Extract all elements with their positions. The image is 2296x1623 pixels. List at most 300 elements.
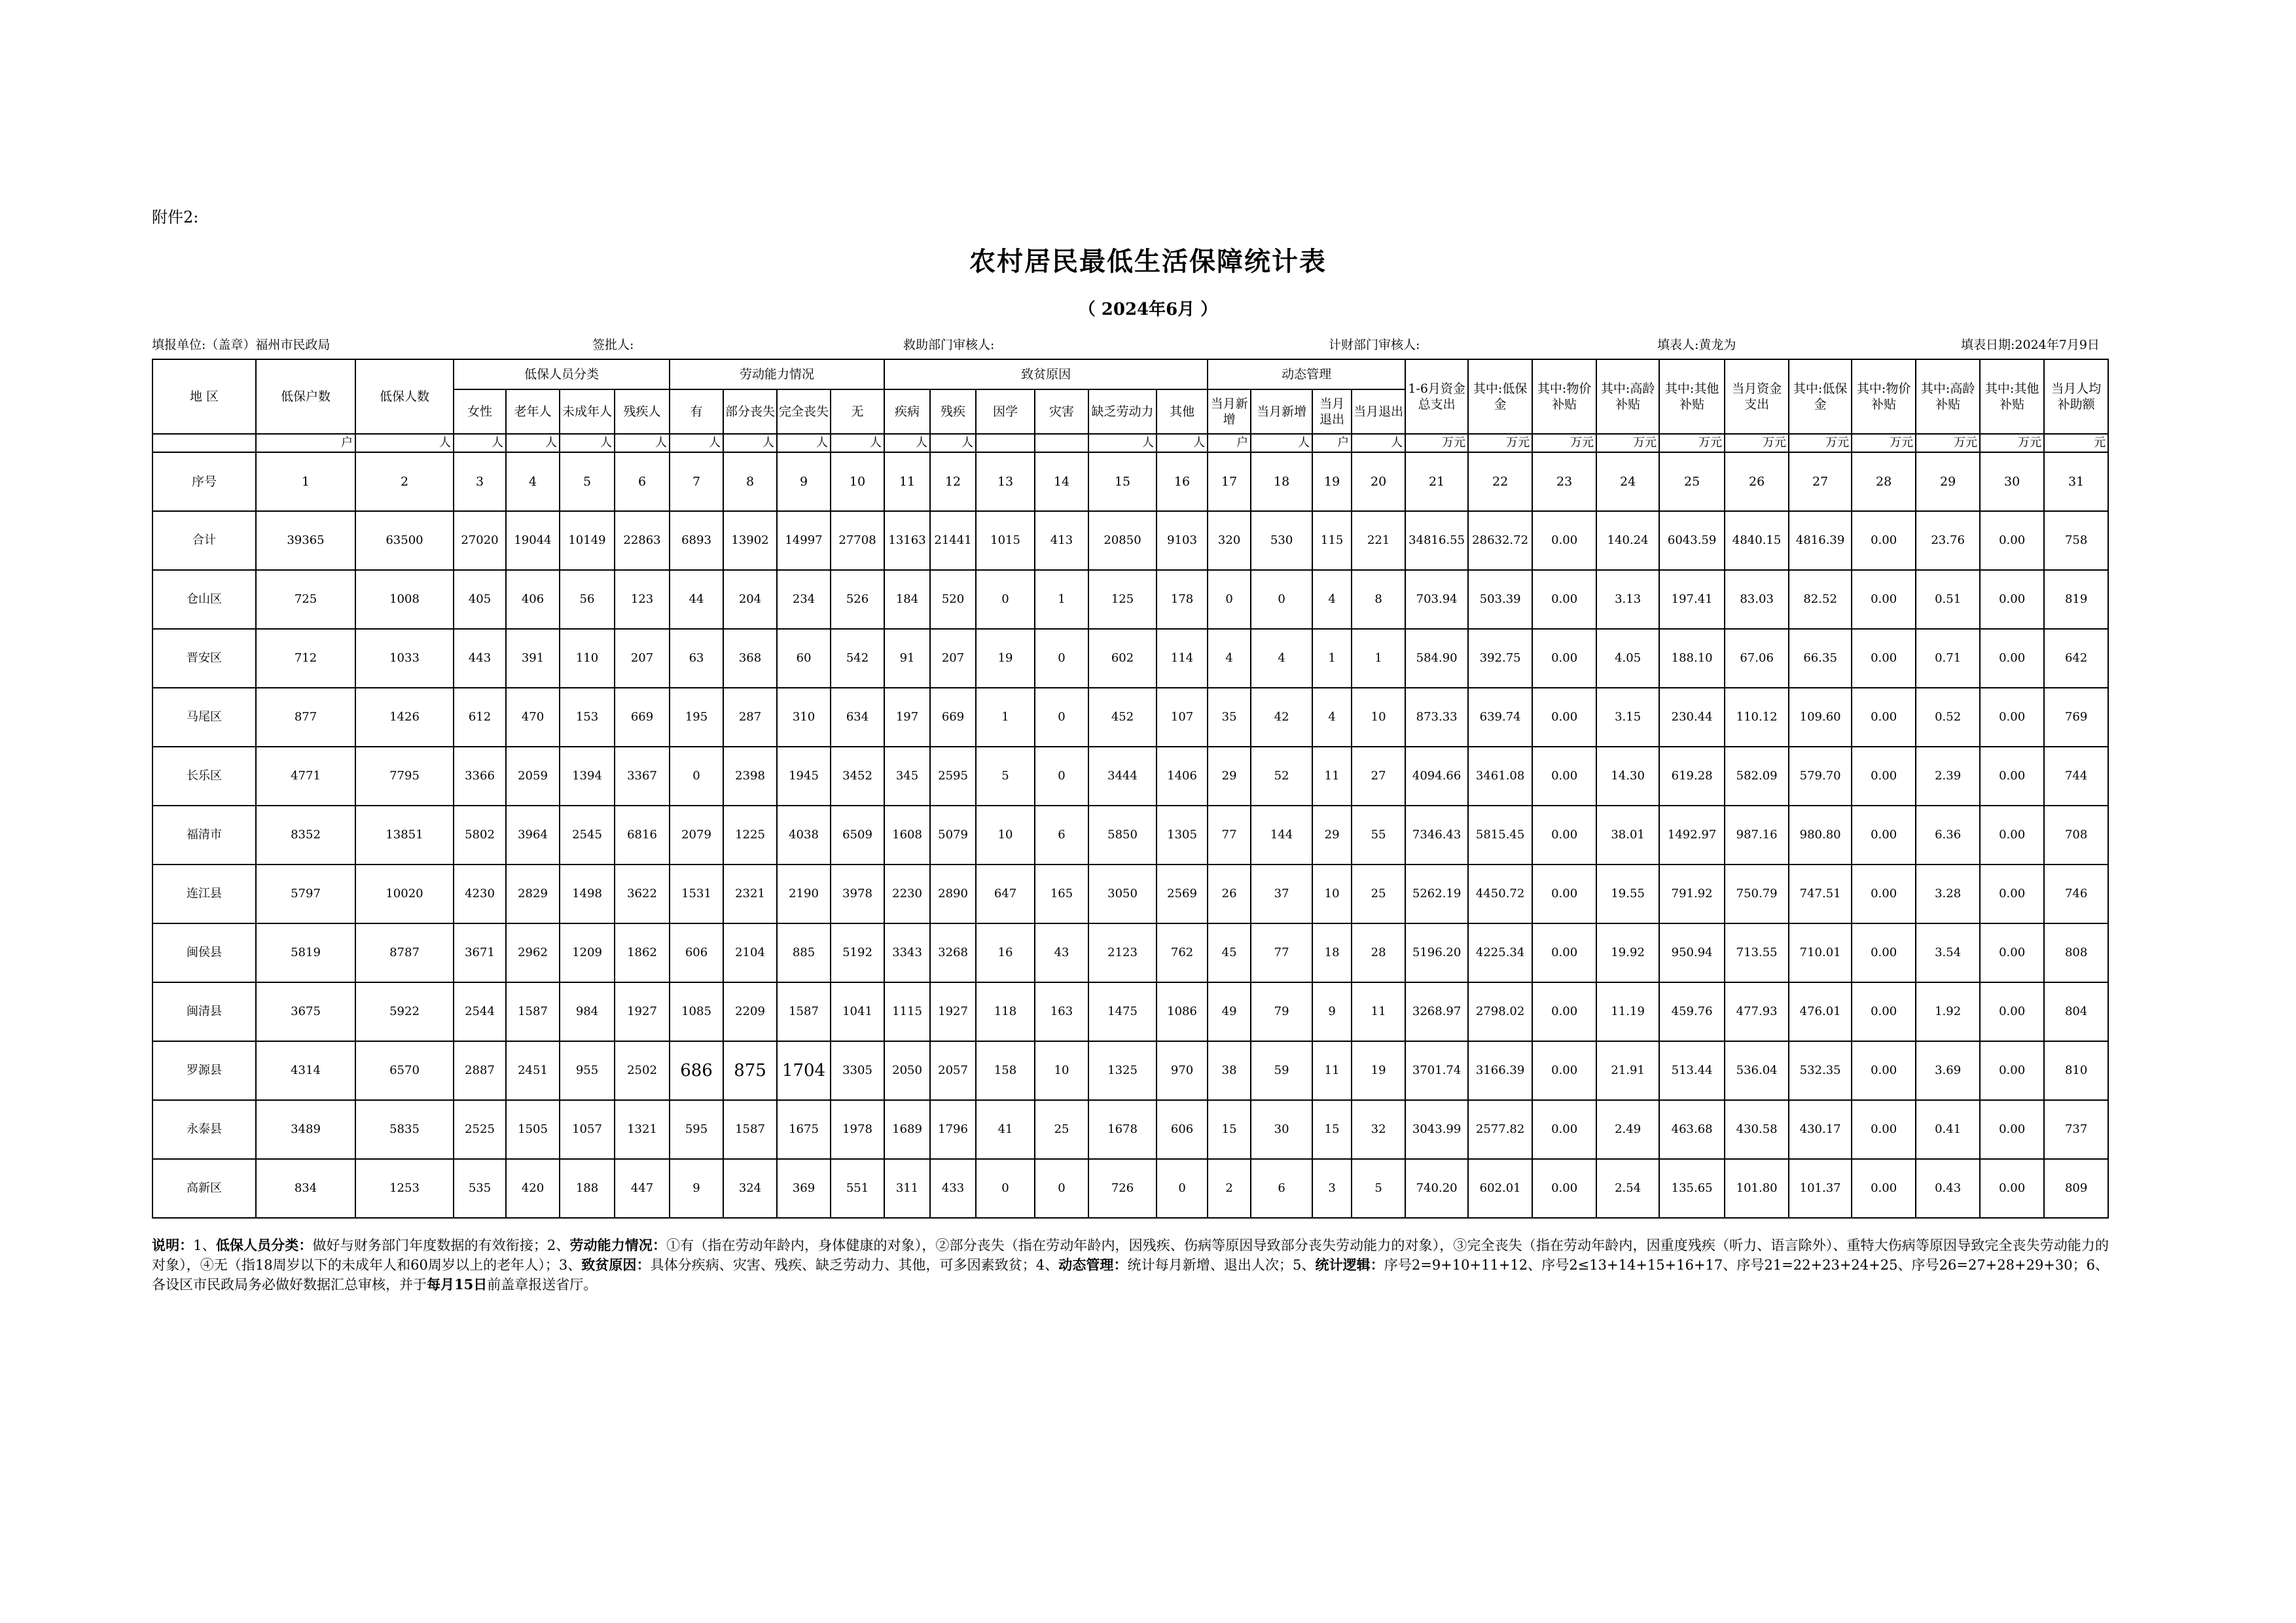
sequence-cell: 20 [1352,452,1405,511]
data-cell: 0.00 [1532,511,1596,570]
sequence-cell: 2 [355,452,454,511]
data-cell: 25 [1035,1100,1088,1159]
data-cell: 0 [670,747,723,806]
data-cell: 476.01 [1789,982,1852,1041]
unit-cell: 人 [670,434,723,452]
data-cell: 2798.02 [1468,982,1532,1041]
data-cell: 115 [1312,511,1352,570]
data-cell: 0.00 [1532,1100,1596,1159]
data-cell: 750.79 [1725,865,1789,923]
data-cell: 551 [831,1159,884,1218]
sequence-cell: 29 [1916,452,1980,511]
data-cell: 413 [1035,511,1088,570]
note-part: 致贫原因： [581,1257,651,1273]
data-cell: 2829 [506,865,560,923]
data-cell: 6816 [615,806,670,865]
note-part: ①有（指在劳动年龄内，身体健康的对象），②部分丧失（指在劳动年龄内，因残疾、伤病等原因导致部分丧失劳动能力的对象），③完全丧失（指在劳动年龄内，因重度残疾（听力、语言除外）、重特大伤病等原因导致完全丧失劳动能力的对象），④无（指18周岁以下的未成年人和60周岁以上的老年人）；3、 [152,1238,2109,1273]
data-cell: 5192 [831,923,884,982]
data-cell: 3675 [256,982,355,1041]
data-cell: 542 [831,629,884,688]
data-cell: 369 [777,1159,831,1218]
data-cell: 4840.15 [1725,511,1789,570]
data-cell: 11.19 [1596,982,1659,1041]
data-cell: 810 [2044,1041,2108,1100]
data-cell: 2398 [723,747,777,806]
sequence-cell: 12 [930,452,976,511]
data-cell: 63500 [355,511,454,570]
data-cell: 5262.19 [1405,865,1468,923]
data-cell: 2595 [930,747,976,806]
unit-cell: 人 [831,434,884,452]
data-cell: 49 [1208,982,1251,1041]
data-cell: 3.69 [1916,1041,1980,1100]
data-cell: 1426 [355,688,454,747]
dynamic-col-header: 当月退出 [1352,389,1405,434]
data-cell: 0.00 [1980,982,2044,1041]
sequence-cell: 27 [1789,452,1852,511]
data-cell: 1704 [777,1041,831,1100]
data-cell: 5196.20 [1405,923,1468,982]
region-name: 长乐区 [152,747,256,806]
region-header: 地 区 [152,359,256,434]
unit-cell: 户 [1312,434,1352,452]
data-body [152,511,2108,1218]
table-row [152,570,2108,629]
data-cell: 0.43 [1916,1159,1980,1218]
sequence-cell: 22 [1468,452,1532,511]
data-cell: 710.01 [1789,923,1852,982]
region-name: 永泰县 [152,1100,256,1159]
data-cell: 746 [2044,865,2108,923]
data-cell: 0.00 [1532,570,1596,629]
notes [152,1236,2109,1294]
dynamic-col-header: 当月退出 [1312,389,1352,434]
sequence-cell: 3 [454,452,506,511]
data-cell: 9 [1312,982,1352,1041]
region-name: 闽侯县 [152,923,256,982]
note-part: 具体分疾病、灾害、残疾、缺乏劳动力、其他，可多因素致贫；4、 [650,1257,1059,1273]
data-cell: 477.93 [1725,982,1789,1041]
data-cell: 10 [1352,688,1405,747]
data-cell: 19 [976,629,1035,688]
data-cell: 0.00 [1852,806,1916,865]
data-cell: 5802 [454,806,506,865]
fund-month-sub-header: 其中:物价补贴 [1852,359,1916,434]
data-cell: 4 [1312,570,1352,629]
data-cell: 834 [256,1159,355,1218]
data-cell: 713.55 [1725,923,1789,982]
data-cell: 59 [1251,1041,1312,1100]
data-cell: 2962 [506,923,560,982]
data-cell: 4225.34 [1468,923,1532,982]
data-cell: 37 [1251,865,1312,923]
data-cell: 41 [976,1100,1035,1159]
data-cell: 11 [1312,747,1352,806]
report-period: （ 2024年6月 ） [1078,300,1218,319]
data-cell: 463.68 [1659,1100,1725,1159]
data-cell: 470 [506,688,560,747]
data-cell: 980.80 [1789,806,1852,865]
page-title: 农村居民最低生活保障统计表 [969,246,1327,277]
sequence-cell: 5 [560,452,615,511]
data-cell: 0.00 [1852,865,1916,923]
data-cell: 56 [560,570,615,629]
data-cell: 2544 [454,982,506,1041]
unit-cell: 人 [454,434,506,452]
data-cell: 1041 [831,982,884,1041]
data-cell: 324 [723,1159,777,1218]
data-cell: 0 [1035,629,1088,688]
data-cell: 4314 [256,1041,355,1100]
data-cell: 1927 [930,982,976,1041]
unit-cell: 人 [615,434,670,452]
data-cell: 23.76 [1916,511,1980,570]
data-cell: 4 [1251,629,1312,688]
data-cell: 1796 [930,1100,976,1159]
data-cell: 14.30 [1596,747,1659,806]
data-cell: 91 [884,629,930,688]
data-cell: 703.94 [1405,570,1468,629]
labor-col-header: 部分丧失 [723,389,777,434]
data-cell: 7795 [355,747,454,806]
sequence-cell: 11 [884,452,930,511]
data-cell: 125 [1088,570,1157,629]
unit-cell: 人 [1251,434,1312,452]
data-cell: 0.00 [1980,511,2044,570]
data-cell: 38 [1208,1041,1251,1100]
data-cell: 10149 [560,511,615,570]
data-cell: 950.94 [1659,923,1725,982]
fund-1-6-sub-header: 其中:其他补贴 [1659,359,1725,434]
data-cell: 19.92 [1596,923,1659,982]
table-row [152,923,2108,982]
fund-month-sub-header: 其中:低保金 [1789,359,1852,434]
data-cell: 1 [976,688,1035,747]
data-cell: 584.90 [1405,629,1468,688]
data-cell: 0.00 [1980,865,2044,923]
data-cell: 207 [930,629,976,688]
data-cell: 3978 [831,865,884,923]
note-part: 统计每月新增、退出人次；5、 [1127,1257,1316,1273]
data-cell: 7346.43 [1405,806,1468,865]
table-row [152,1100,2108,1159]
data-cell: 1587 [506,982,560,1041]
labor-col-header: 有 [670,389,723,434]
sequence-cell: 31 [2044,452,2108,511]
data-cell: 0.00 [1532,1159,1596,1218]
data-cell: 0.00 [1532,806,1596,865]
data-cell: 10 [976,806,1035,865]
unit-cell: 人 [560,434,615,452]
data-cell: 513.44 [1659,1041,1725,1100]
data-cell: 42 [1251,688,1312,747]
data-cell: 1015 [976,511,1035,570]
note-part: 说明： [152,1237,194,1253]
data-cell: 6893 [670,511,723,570]
data-cell: 26 [1208,865,1251,923]
data-cell: 987.16 [1725,806,1789,865]
data-cell: 0.00 [1532,865,1596,923]
data-cell: 4771 [256,747,355,806]
data-cell: 101.80 [1725,1159,1789,1218]
region-name: 仓山区 [152,570,256,629]
data-cell: 405 [454,570,506,629]
note-part: 劳动能力情况： [569,1237,667,1253]
data-cell: 430.17 [1789,1100,1852,1159]
data-cell: 43 [1035,923,1088,982]
data-cell: 15 [1208,1100,1251,1159]
data-cell: 30 [1251,1100,1312,1159]
unit-cell: 人 [506,434,560,452]
data-cell: 310 [777,688,831,747]
cause-col-header: 疾病 [884,389,930,434]
region-name: 高新区 [152,1159,256,1218]
data-cell: 2545 [560,806,615,865]
cause-col-header: 残疾 [930,389,976,434]
data-cell: 3.28 [1916,865,1980,923]
unit-cell: 人 [1352,434,1405,452]
data-cell: 0.00 [1980,629,2044,688]
class-col-header: 残疾人 [615,389,670,434]
data-cell: 3166.39 [1468,1041,1532,1100]
note-part: 低保人员分类： [215,1237,313,1253]
data-cell: 4 [1312,688,1352,747]
dynamic-col-header: 当月新增 [1208,389,1251,434]
region-name: 连江县 [152,865,256,923]
data-cell: 3671 [454,923,506,982]
data-cell: 634 [831,688,884,747]
data-cell: 877 [256,688,355,747]
data-cell: 2079 [670,806,723,865]
data-cell: 3444 [1088,747,1157,806]
data-cell: 16 [976,923,1035,982]
labor-col-header: 完全丧失 [777,389,831,434]
data-cell: 207 [615,629,670,688]
data-cell: 530 [1251,511,1312,570]
data-cell: 8787 [355,923,454,982]
fund-month-sub-header: 其中:其他补贴 [1980,359,2044,434]
data-cell: 2230 [884,865,930,923]
data-cell: 197 [884,688,930,747]
data-cell: 406 [506,570,560,629]
unit-cell: 户 [256,434,355,452]
data-cell: 19044 [506,511,560,570]
data-cell: 1 [1035,570,1088,629]
sequence-row [152,452,2108,511]
data-cell: 955 [560,1041,615,1100]
data-cell: 2525 [454,1100,506,1159]
households-header: 低保户数 [256,359,355,434]
data-cell: 526 [831,570,884,629]
data-cell: 11 [1352,982,1405,1041]
unit-cell: 万元 [1405,434,1468,452]
data-cell: 0.00 [1532,747,1596,806]
data-cell: 1505 [506,1100,560,1159]
data-cell: 10 [1035,1041,1088,1100]
data-cell: 3366 [454,747,506,806]
data-cell: 0 [976,1159,1035,1218]
data-cell: 2321 [723,865,777,923]
unit-cell: 人 [1088,434,1157,452]
data-cell: 430.58 [1725,1100,1789,1159]
data-cell: 1531 [670,865,723,923]
unit-cell [976,434,1035,452]
sequence-cell: 7 [670,452,723,511]
data-cell: 3.54 [1916,923,1980,982]
data-cell: 0.00 [1852,923,1916,982]
note-part: 动态管理： [1058,1257,1128,1273]
data-cell: 0.00 [1852,1159,1916,1218]
sequence-cell: 24 [1596,452,1659,511]
data-cell: 1498 [560,865,615,923]
data-cell: 34816.55 [1405,511,1468,570]
class-col-header: 未成年人 [560,389,615,434]
data-cell: 744 [2044,747,2108,806]
fund-1-6-header: 1-6月资金总支出 [1405,359,1468,434]
sequence-cell: 23 [1532,452,1596,511]
data-cell: 970 [1157,1041,1208,1100]
data-cell: 4038 [777,806,831,865]
data-cell: 27 [1352,747,1405,806]
data-cell: 0 [1035,1159,1088,1218]
data-cell: 1675 [777,1100,831,1159]
sequence-cell: 14 [1035,452,1088,511]
data-cell: 0.52 [1916,688,1980,747]
data-cell: 3622 [615,865,670,923]
data-cell: 4.05 [1596,629,1659,688]
data-cell: 0.41 [1916,1100,1980,1159]
data-cell: 5835 [355,1100,454,1159]
sequence-cell: 17 [1208,452,1251,511]
unit-cell: 人 [355,434,454,452]
data-cell: 1862 [615,923,670,982]
data-cell: 55 [1352,806,1405,865]
data-cell: 392.75 [1468,629,1532,688]
class-col-header: 女性 [454,389,506,434]
data-cell: 9103 [1157,511,1208,570]
data-cell: 1.92 [1916,982,1980,1041]
data-cell: 221 [1352,511,1405,570]
table-row [152,688,2108,747]
data-cell: 83.03 [1725,570,1789,629]
fill-date: 填表日期:2024年7月9日 [1961,338,2100,352]
data-cell: 4816.39 [1789,511,1852,570]
sequence-label: 序号 [152,452,256,511]
data-cell: 368 [723,629,777,688]
data-cell: 32 [1352,1100,1405,1159]
class-col-header: 老年人 [506,389,560,434]
data-cell: 1 [1312,629,1352,688]
data-cell: 311 [884,1159,930,1218]
data-cell: 0.00 [1532,982,1596,1041]
table-row [152,1159,2108,1218]
data-cell: 44 [670,570,723,629]
data-cell: 3268 [930,923,976,982]
data-cell: 0 [976,570,1035,629]
unit-cell: 万元 [1725,434,1789,452]
data-cell: 60 [777,629,831,688]
data-cell: 740.20 [1405,1159,1468,1218]
data-cell: 0.00 [1532,923,1596,982]
data-cell: 3367 [615,747,670,806]
data-cell: 1492.97 [1659,806,1725,865]
unit-cell: 人 [930,434,976,452]
data-cell: 0.00 [1532,629,1596,688]
data-cell: 1086 [1157,982,1208,1041]
region-name: 马尾区 [152,688,256,747]
data-cell: 66.35 [1789,629,1852,688]
unit-cell: 万元 [1980,434,2044,452]
data-cell: 535 [454,1159,506,1218]
data-cell: 1115 [884,982,930,1041]
data-cell: 1406 [1157,747,1208,806]
data-cell: 0.51 [1916,570,1980,629]
data-cell: 22863 [615,511,670,570]
data-cell: 1033 [355,629,454,688]
sequence-cell: 18 [1251,452,1312,511]
data-cell: 6 [1251,1159,1312,1218]
sequence-cell: 8 [723,452,777,511]
data-cell: 8352 [256,806,355,865]
data-cell: 163 [1035,982,1088,1041]
data-cell: 107 [1157,688,1208,747]
table-row [152,629,2108,688]
attachment-label: 附件2: [152,208,199,226]
sequence-cell: 10 [831,452,884,511]
sequence-cell: 26 [1725,452,1789,511]
data-cell: 11 [1312,1041,1352,1100]
data-cell: 21441 [930,511,976,570]
cause-group-header: 致贫原因 [884,359,1208,389]
data-cell: 5079 [930,806,976,865]
data-cell: 3 [1312,1159,1352,1218]
data-cell: 0.00 [1980,570,2044,629]
data-cell: 0.00 [1980,1041,2044,1100]
data-cell: 0.00 [1852,570,1916,629]
data-cell: 15 [1312,1100,1352,1159]
data-cell: 875 [723,1041,777,1100]
sequence-cell: 30 [1980,452,2044,511]
data-cell: 0.00 [1980,747,2044,806]
data-cell: 188 [560,1159,615,1218]
data-cell: 0 [1035,747,1088,806]
data-cell: 140.24 [1596,511,1659,570]
data-cell: 3305 [831,1041,884,1100]
data-cell: 28632.72 [1468,511,1532,570]
data-cell: 5815.45 [1468,806,1532,865]
data-cell: 109.60 [1789,688,1852,747]
unit-cell: 万元 [1532,434,1596,452]
data-cell: 0 [1208,570,1251,629]
sequence-cell: 9 [777,452,831,511]
data-cell: 1978 [831,1100,884,1159]
data-cell: 6 [1035,806,1088,865]
data-cell: 2059 [506,747,560,806]
data-cell: 452 [1088,688,1157,747]
data-cell: 647 [976,865,1035,923]
data-cell: 3964 [506,806,560,865]
data-cell: 123 [615,570,670,629]
data-cell: 0.00 [1852,747,1916,806]
unit-cell: 人 [723,434,777,452]
data-cell: 8 [1352,570,1405,629]
unit-cell [1035,434,1088,452]
data-cell: 13163 [884,511,930,570]
data-cell: 459.76 [1659,982,1725,1041]
data-cell: 5797 [256,865,355,923]
data-cell: 234 [777,570,831,629]
data-cell: 6570 [355,1041,454,1100]
